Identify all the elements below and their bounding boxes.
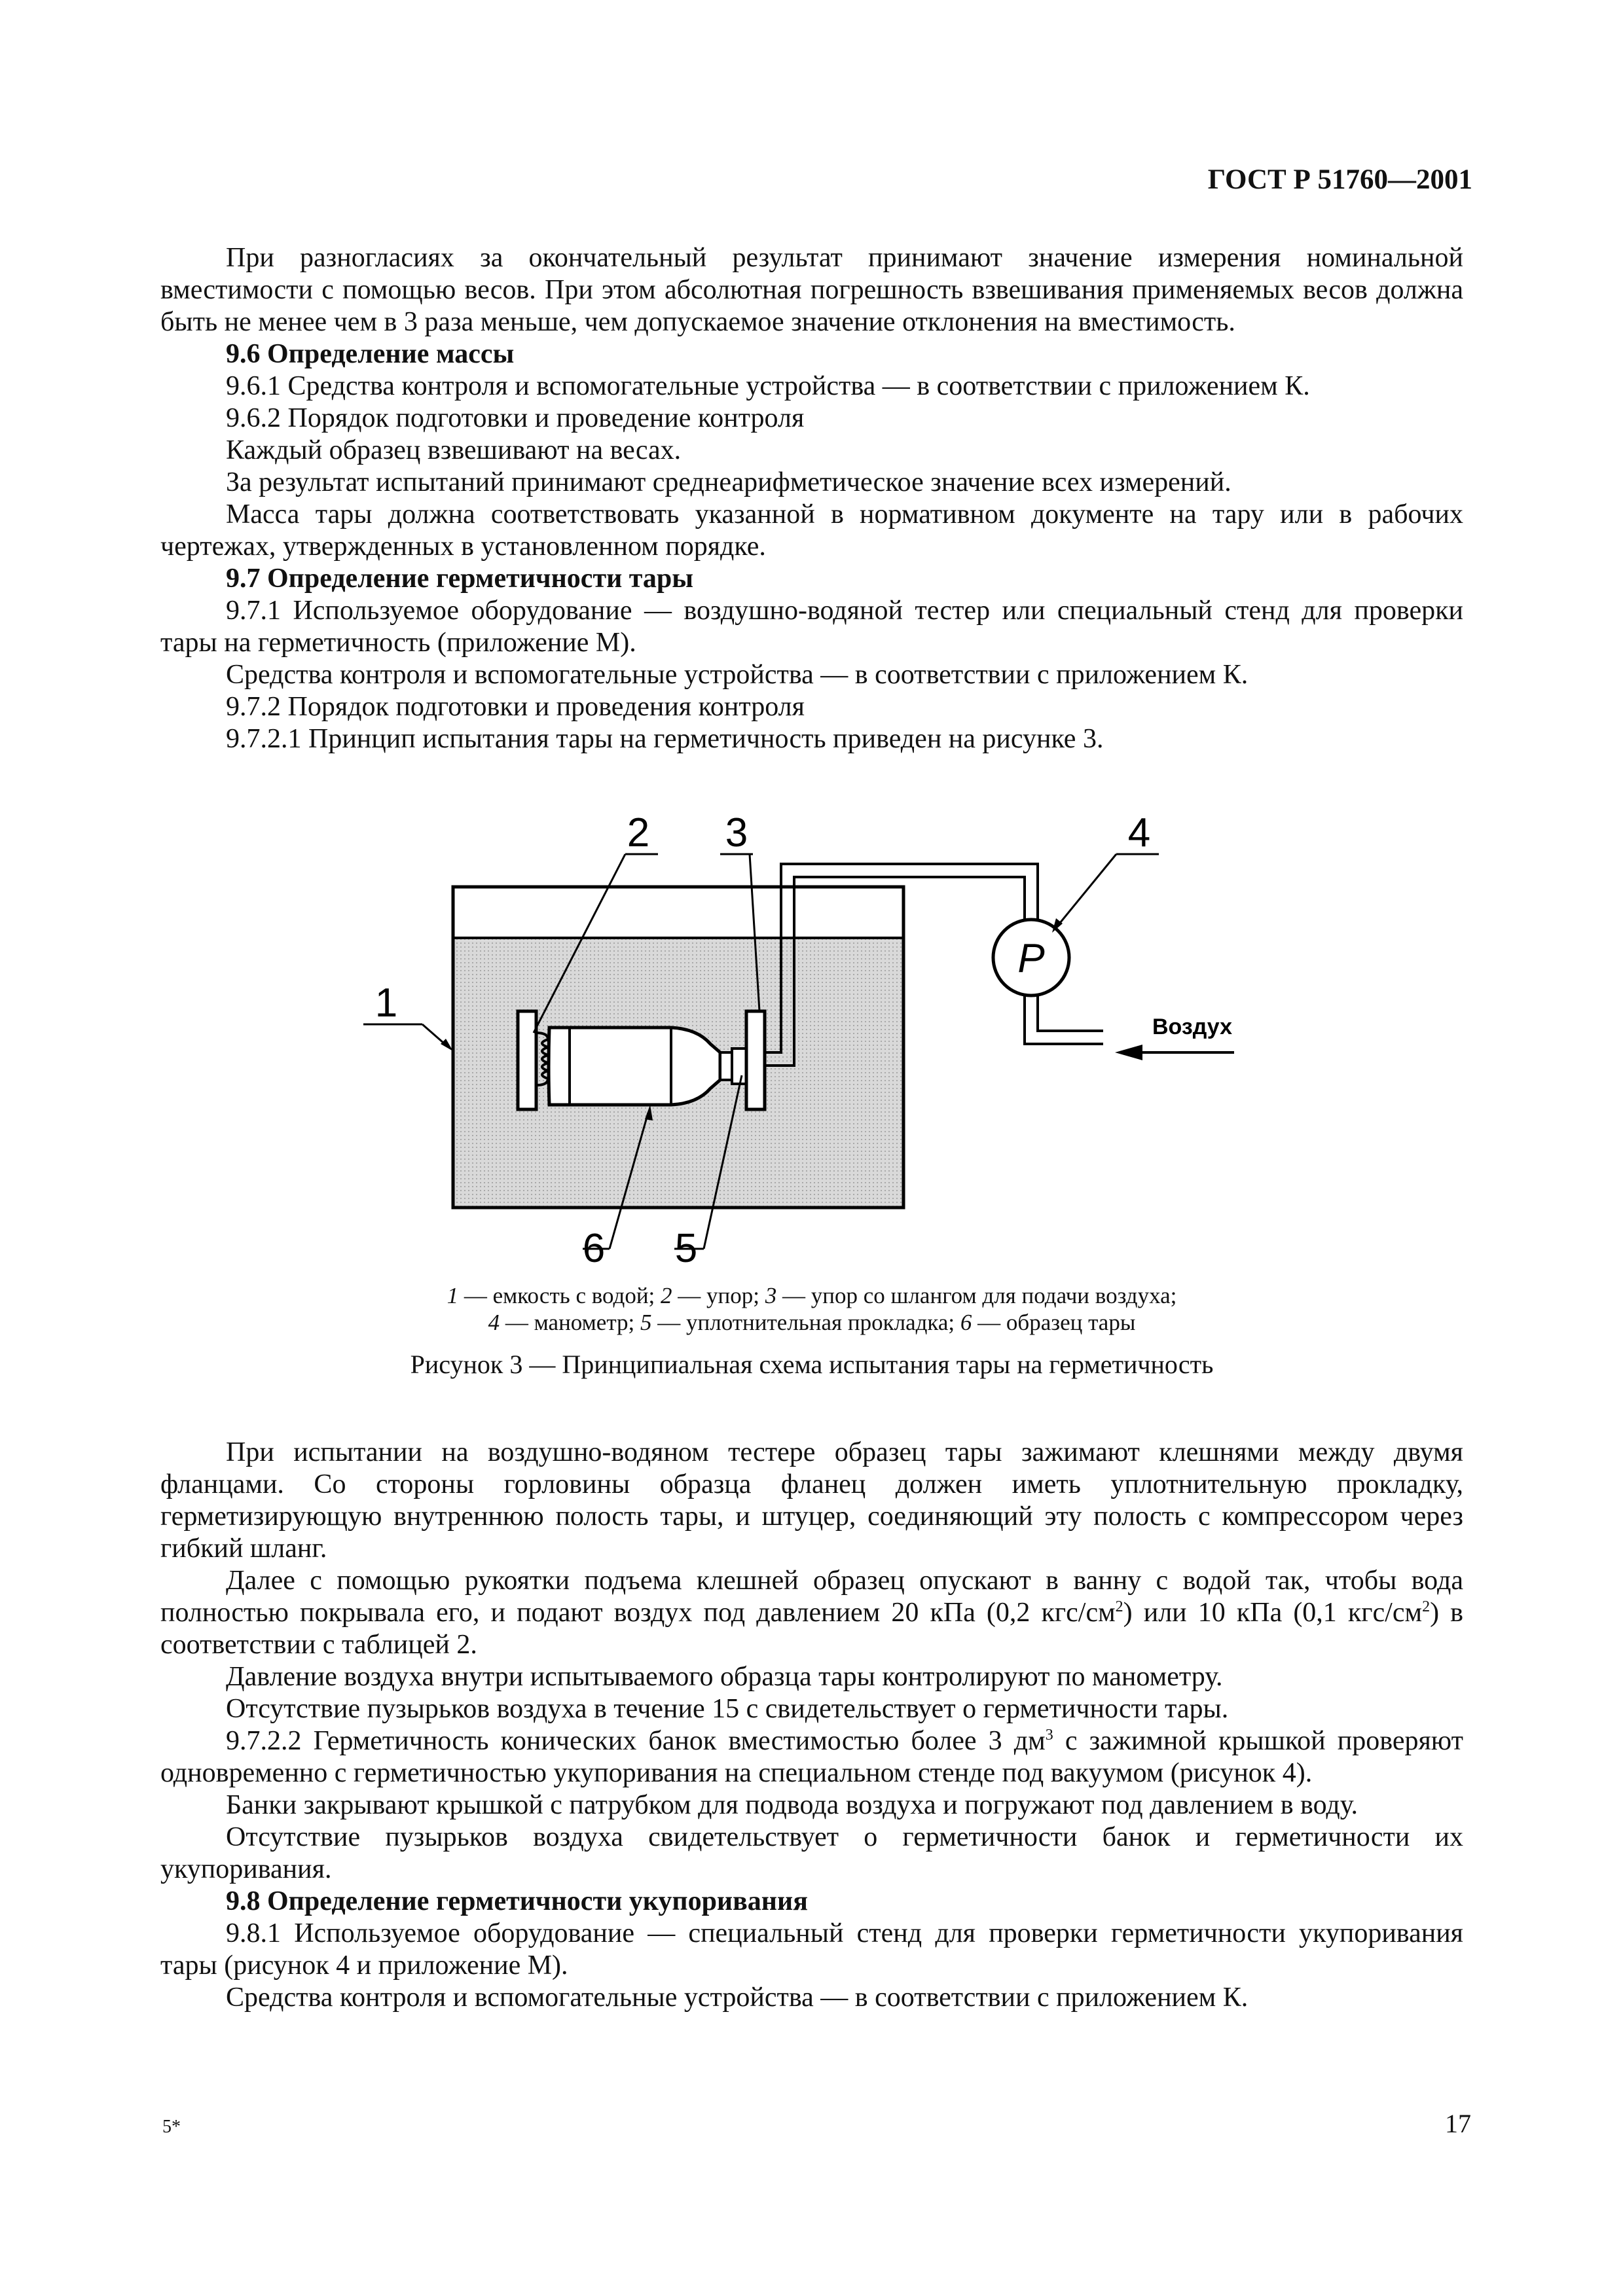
- pressure-text-b: ) или 10 кПа (0,1 кгс/см: [1123, 1598, 1423, 1628]
- paragraph-no-bubbles: Отсутствие пузырьков воздуха свидетельствует о герметичности банок и герметичности их укупоривания.: [160, 1822, 1463, 1884]
- sealing-gasket: [720, 1052, 732, 1080]
- legend-text-4: — манометр;: [500, 1310, 641, 1335]
- figure-title: Рисунок 3 — Принципиальная схема испытания тары на герметичность: [410, 1350, 1214, 1379]
- paragraph-weighing: Каждый образец взвешивают на весах.: [226, 435, 682, 465]
- footer-sheet-mark: 5*: [162, 2117, 181, 2137]
- label-4: 4: [1127, 810, 1151, 855]
- legend-text-5: — уплотнительная прокладка;: [651, 1310, 960, 1335]
- paragraph-pressure: [160, 1565, 1463, 1661]
- legend-num-1: 1: [447, 1283, 459, 1308]
- legend-num-6: 6: [960, 1310, 972, 1335]
- pressure-text-c: ) в соответствии с таблицей 2.: [160, 1598, 1463, 1660]
- paragraph-9-6-1: 9.6.1 Средства контроля и вспомогательные устройства — в соответствии с приложением К.: [226, 371, 1310, 401]
- label-2: 2: [627, 810, 650, 855]
- paragraph-9-7-2: 9.7.2 Порядок подготовки и проведения контроля: [226, 692, 805, 722]
- label-5: 5: [674, 1226, 698, 1271]
- paragraph-mass: Масса тары должна соответствовать указанной в нормативном документе на тару или в рабочих чертежах, утвержденных в установленном порядке.: [160, 499, 1463, 562]
- legend-num-4: 4: [488, 1310, 500, 1335]
- left-stop: [518, 1011, 536, 1109]
- superscript-2b: 2: [1422, 1598, 1431, 1615]
- paragraph-9-6-2: 9.6.2 Порядок подготовки и проведение контроля: [226, 403, 805, 433]
- text-block-top: [160, 242, 1463, 755]
- right-stop-with-hose: [746, 1011, 765, 1109]
- figure-legend-line-2: [160, 1310, 1463, 1336]
- sample-bottle: [549, 1028, 720, 1105]
- leak-test-schematic: [160, 792, 1463, 1329]
- legend-text-1: — емкость с водой;: [458, 1283, 661, 1308]
- paragraph-cans-closed: Банки закрывают крышкой с патрубком для подвода воздуха и погружают под давлением в воду.: [226, 1790, 1359, 1820]
- conical-text-a: 9.7.2.2 Герметичность конических банок вместимостью более 3 дм: [226, 1726, 1046, 1756]
- page-number: 17: [1445, 2109, 1471, 2138]
- gauge-symbol: P: [1017, 936, 1045, 981]
- paragraph-9-7-2-2: [160, 1725, 1463, 1789]
- section-heading-9-8: 9.8 Определение герметичности укупоривания: [226, 1886, 808, 1916]
- paragraph-9-7-1: 9.7.1 Используемое оборудование — воздушно-водяной тестер или специальный стенд для проверки тары на герметичность (приложение М).: [160, 596, 1463, 658]
- paragraph-bubbles-15s: Отсутствие пузырьков воздуха в течение 15 с свидетельствует о герметичности тары.: [226, 1694, 1229, 1724]
- paragraph-control-means-2: Средства контроля и вспомогательные устройства — в соответствии с приложением К.: [226, 1982, 1249, 2013]
- pressure-text-a: Далее с помощью рукоятки подъема клешней образец опускают в ванну с водой так, чтобы вода полностью покрывала его, и подают воздух под давлением 20 кПа (0,2 кгс/см: [160, 1566, 1463, 1628]
- paragraph-9-7-2-1: 9.7.2.1 Принцип испытания тары на герметичность приведен на рисунке 3.: [226, 724, 1104, 754]
- legend-text-3: — упор со шлангом для подачи воздуха;: [776, 1283, 1177, 1308]
- paragraph-control-means: Средства контроля и вспомогательные устройства — в соответствии с приложением К.: [226, 660, 1249, 690]
- text-block-bottom: [160, 1437, 1463, 2014]
- superscript-3: 3: [1045, 1727, 1053, 1744]
- label-6: 6: [582, 1226, 606, 1271]
- air-label: Воздух: [1152, 1014, 1233, 1039]
- paragraph-disagreement: При разногласиях за окончательный результат принимают значение измерения номинальной вместимости с помощью весов. При этом абсолютная погрешность взвешивания применяемых весов должна быть не менее чем в 3 раза меньше, чем допускаемое значение отклонения на вместимость.: [160, 243, 1463, 337]
- legend-num-2: 2: [661, 1283, 672, 1308]
- legend-num-5: 5: [640, 1310, 652, 1335]
- legend-text-2: — упор;: [672, 1283, 765, 1308]
- paragraph-result: За результат испытаний принимают среднеарифметическое значение всех измерений.: [226, 467, 1231, 497]
- superscript-2a: 2: [1115, 1598, 1123, 1615]
- legend-num-3: 3: [765, 1283, 777, 1308]
- section-heading-9-6: 9.6 Определение массы: [226, 339, 515, 369]
- paragraph-tester: При испытании на воздушно-водяном тестере образец тары зажимают клешнями между двумя фланцами. Со стороны горловины образца фланец должен иметь уплотнительную прокладку, герметизирующую внутреннюю полость тары, и штуцер, соединяющий эту полость с компрессором через гибкий шланг.: [160, 1437, 1463, 1564]
- paragraph-9-8-1: 9.8.1 Используемое оборудование — специальный стенд для проверки герметичности укупоривания тары (рисунок 4 и приложение М).: [160, 1918, 1463, 1981]
- label-3: 3: [725, 810, 748, 855]
- conical-text-b: с зажимной крышкой проверяют одновременно с герметичностью укупоривания на специальном стенде под вакуумом (рисунок 4).: [160, 1726, 1463, 1788]
- label-1: 1: [374, 980, 398, 1026]
- paragraph-manometer: Давление воздуха внутри испытываемого образца тары контролируют по манометру.: [226, 1662, 1223, 1692]
- figure-legend-line-1: [160, 1283, 1463, 1309]
- legend-text-6: — образец тары: [972, 1310, 1136, 1335]
- section-heading-9-7: 9.7 Определение герметичности тары: [226, 564, 694, 594]
- document-id-header: ГОСТ Р 51760—2001: [1207, 164, 1472, 195]
